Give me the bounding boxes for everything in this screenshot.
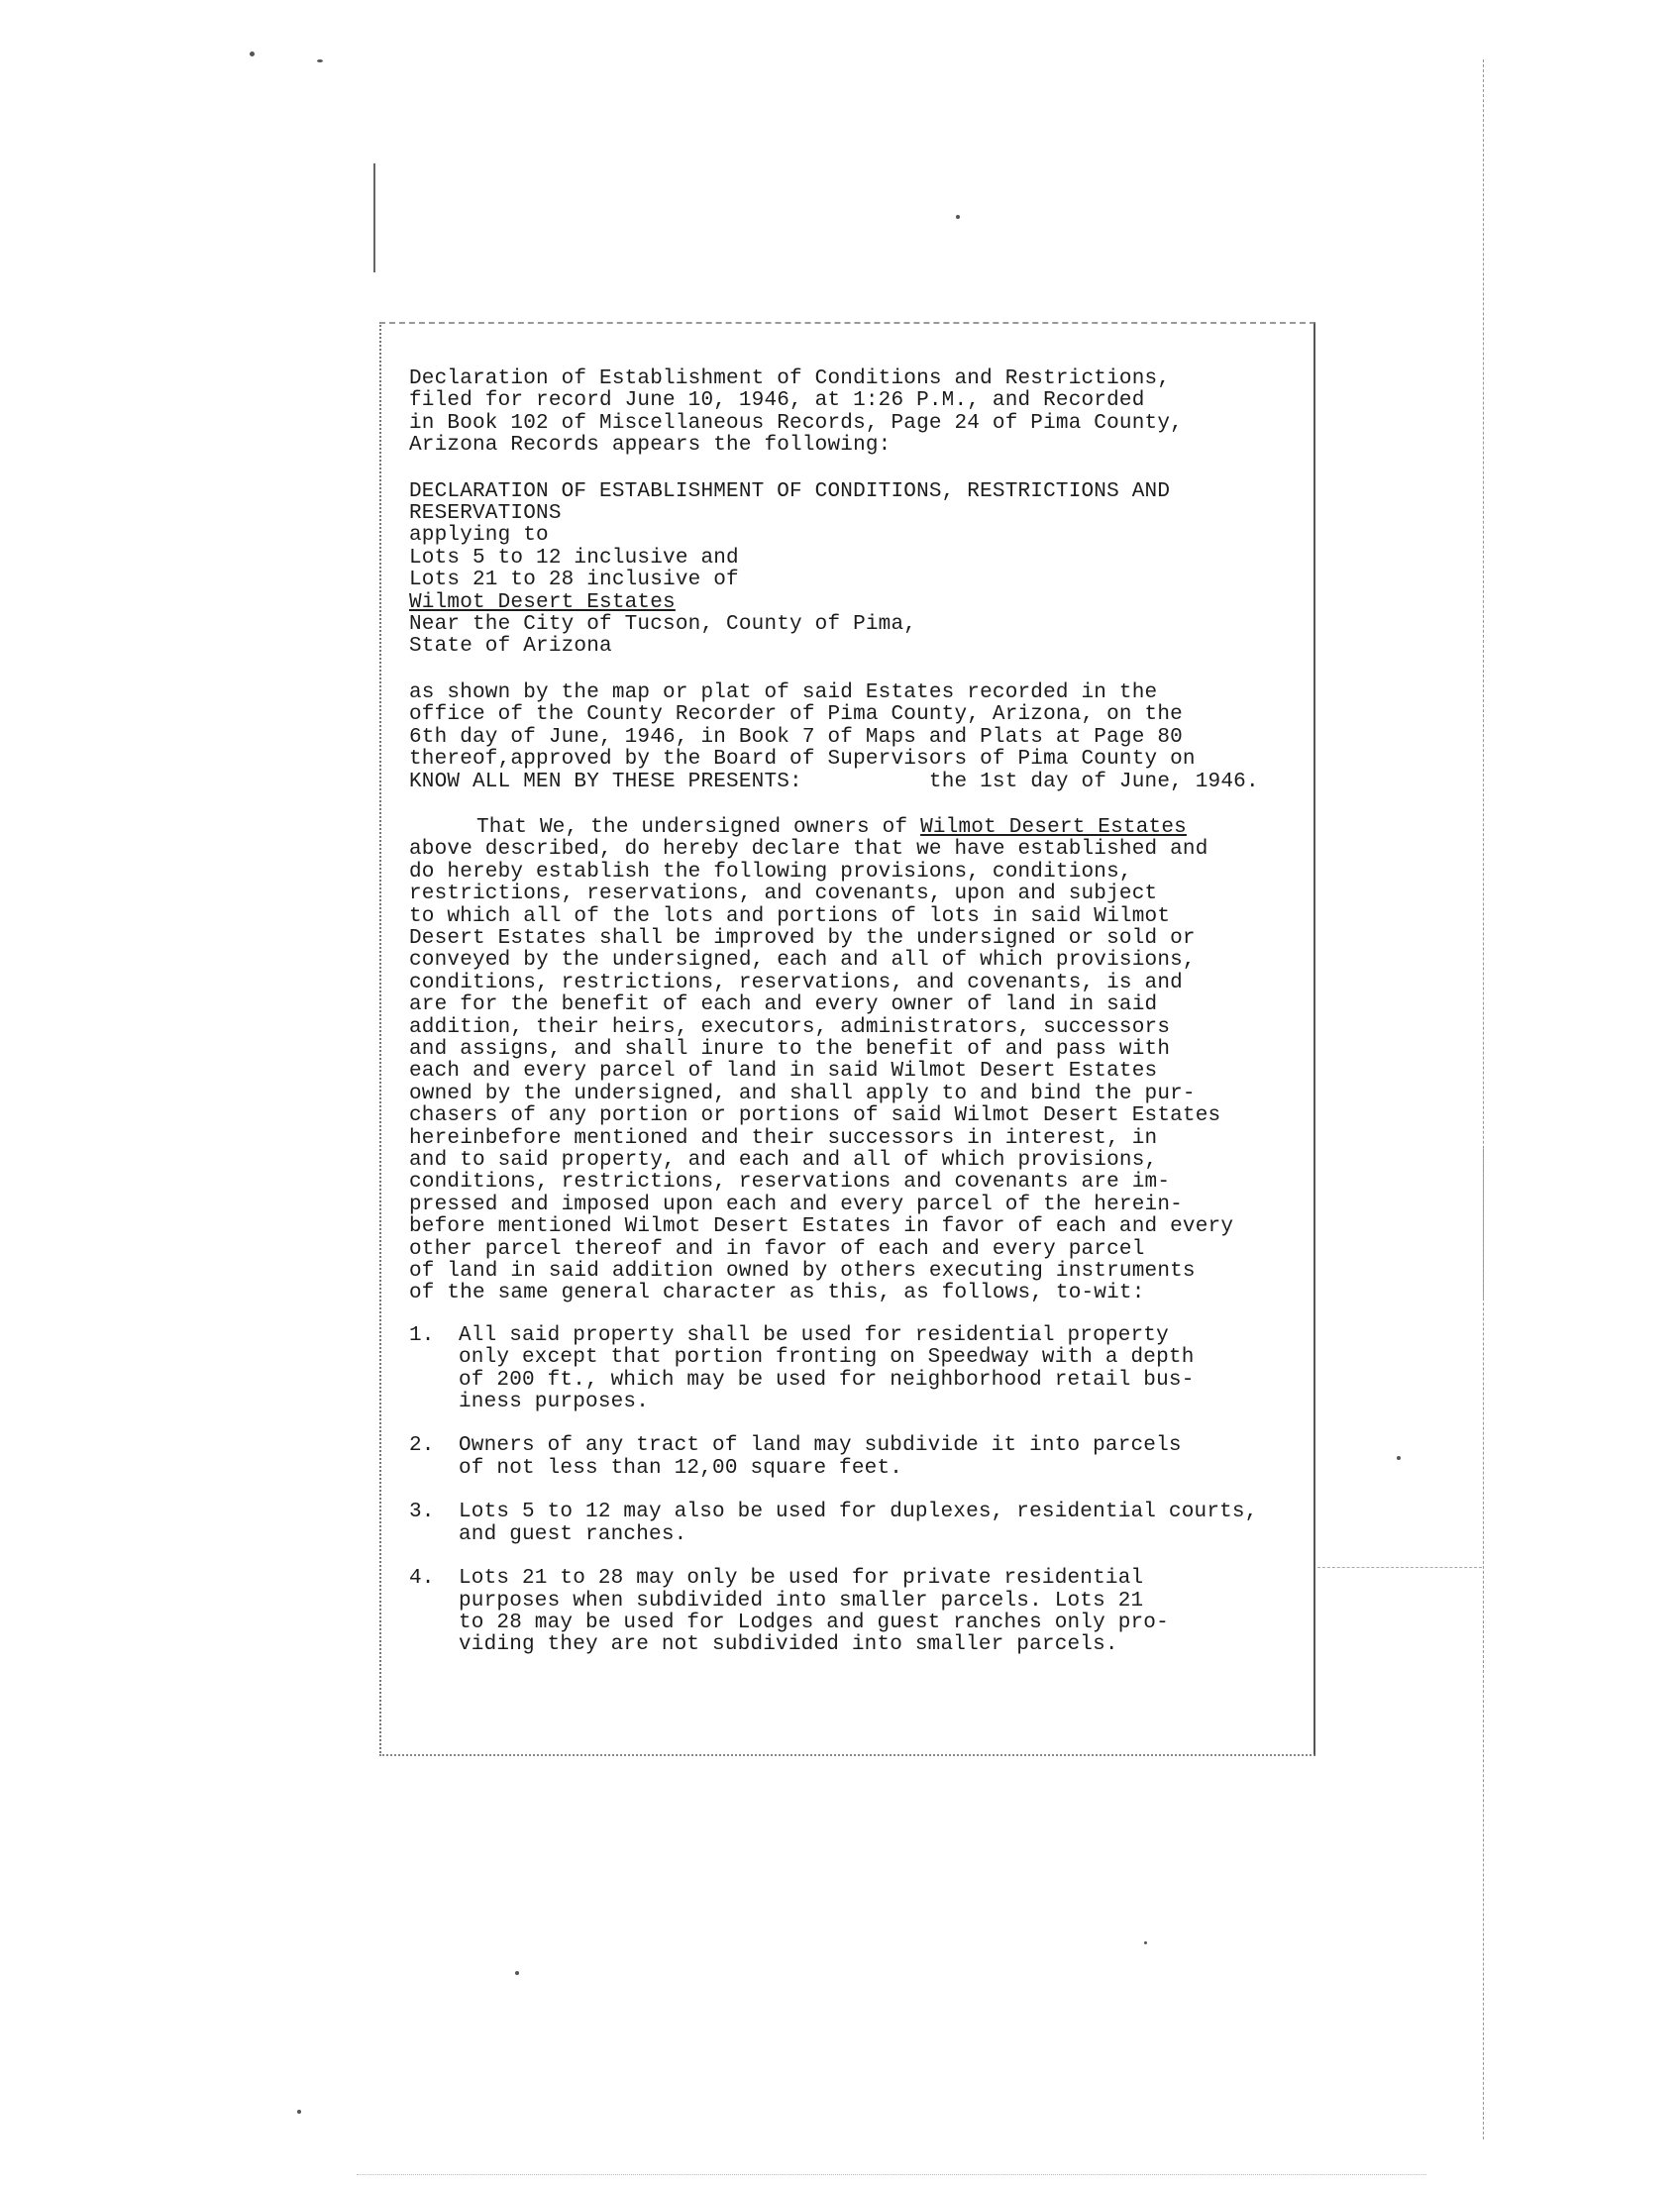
declaration-paragraph bbox=[409, 817, 1315, 1305]
heading-location: Near the City of Tucson, County of Pima, bbox=[409, 613, 917, 637]
body-line: hereinbefore mentioned and their successors in interest, in bbox=[409, 1126, 1158, 1150]
speck bbox=[1397, 1456, 1401, 1460]
item-line: of not less than 12,00 square feet. bbox=[459, 1456, 903, 1480]
body-line: of land in said addition owned by others executing instruments bbox=[409, 1260, 1196, 1284]
body-line: and assigns, and shall inure to the benefit of and pass with bbox=[409, 1037, 1171, 1061]
scan-mark bbox=[373, 163, 375, 272]
scan-edge-line bbox=[357, 2174, 1426, 2175]
item-line: Owners of any tract of land may subdivide it into parcels bbox=[459, 1434, 1182, 1458]
body-line: above described, do hereby declare that we have established and bbox=[409, 838, 1208, 862]
restriction-item-3 bbox=[409, 1502, 1315, 1546]
body-line: other parcel thereof and in favor of each and every parcel bbox=[409, 1237, 1145, 1261]
scan-edge-line bbox=[1317, 1567, 1482, 1568]
heading-state: State of Arizona bbox=[409, 635, 612, 659]
heading-title-continued: RESERVATIONS bbox=[409, 502, 562, 526]
estate-name-underlined: Wilmot Desert Estates bbox=[920, 815, 1187, 839]
body-line: That We, the undersigned owners of bbox=[476, 815, 921, 839]
heading-estate-name: Wilmot Desert Estates bbox=[409, 590, 676, 614]
item-number: 1. bbox=[409, 1323, 435, 1347]
body-line: and to said property, and each and all of which provisions, bbox=[409, 1149, 1158, 1172]
item-text bbox=[459, 1502, 1258, 1546]
heading-title: DECLARATION OF ESTABLISHMENT OF CONDITIONS, RESTRICTIONS AND bbox=[409, 479, 1171, 503]
speck bbox=[1144, 1941, 1147, 1944]
heading-lots-b: Lots 21 to 28 inclusive of bbox=[409, 569, 739, 592]
item-number: 4. bbox=[409, 1567, 435, 1591]
plat-line: 6th day of June, 1946, in Book 7 of Maps and Plats at Page 80 bbox=[409, 725, 1183, 749]
declaration-heading bbox=[409, 481, 1315, 659]
body-line: restrictions, reservations, and covenants, upon and subject bbox=[409, 883, 1158, 906]
plat-line: as shown by the map or plat of said Estates recorded in the bbox=[409, 680, 1158, 704]
item-line: All said property shall be used for residential property bbox=[459, 1323, 1169, 1347]
body-line: do hereby establish the following provisions, conditions, bbox=[409, 860, 1132, 884]
recording-note bbox=[409, 368, 1315, 458]
item-text bbox=[459, 1435, 1182, 1480]
intro-line: Declaration of Establishment of Conditions and Restrictions, bbox=[409, 367, 1171, 390]
item-line: of 200 ft., which may be used for neighborhood retail bus- bbox=[459, 1368, 1195, 1392]
know-all-line bbox=[409, 772, 1315, 793]
item-line: iness purposes. bbox=[459, 1391, 650, 1414]
item-text bbox=[459, 1325, 1195, 1414]
heading-lots-a: Lots 5 to 12 inclusive and bbox=[409, 546, 739, 570]
body-line: addition, their heirs, executors, administrators, successors bbox=[409, 1015, 1171, 1039]
document-body bbox=[409, 368, 1315, 1679]
speck bbox=[317, 59, 323, 62]
plat-line: the 1st day of June, 1946. bbox=[928, 770, 1259, 793]
body-line: conveyed by the undersigned, each and all of which provisions, bbox=[409, 949, 1196, 973]
plat-line: thereof,approved by the Board of Supervisors of Pima County on bbox=[409, 748, 1196, 772]
item-line: only except that portion fronting on Speedway with a depth bbox=[459, 1346, 1195, 1370]
body-line: conditions, restrictions, reservations and covenants are im- bbox=[409, 1171, 1171, 1195]
body-line: each and every parcel of land in said Wilmot Desert Estates bbox=[409, 1060, 1158, 1084]
plat-reference bbox=[409, 682, 1315, 793]
body-line: of the same general character as this, as follows, to-wit: bbox=[409, 1282, 1145, 1305]
body-first-line bbox=[476, 817, 1315, 839]
body-line: before mentioned Wilmot Desert Estates in favor of each and every bbox=[409, 1215, 1234, 1239]
item-number: 2. bbox=[409, 1434, 435, 1458]
scan-edge-line bbox=[1483, 59, 1484, 1298]
speck bbox=[297, 2110, 301, 2114]
item-line: Lots 21 to 28 may only be used for private residential bbox=[459, 1567, 1144, 1591]
scan-edge-line bbox=[1483, 1149, 1484, 2139]
restriction-item-4 bbox=[409, 1568, 1315, 1657]
plat-line: office of the County Recorder of Pima County, Arizona, on the bbox=[409, 703, 1183, 727]
intro-line: Arizona Records appears the following: bbox=[409, 434, 892, 458]
item-text bbox=[459, 1568, 1169, 1657]
item-number: 3. bbox=[409, 1501, 435, 1524]
intro-line: filed for record June 10, 1946, at 1:26 P.M., and Recorded bbox=[409, 389, 1145, 413]
heading-applying: applying to bbox=[409, 524, 549, 548]
body-line: conditions, restrictions, reservations, and covenants, is and bbox=[409, 971, 1183, 994]
body-line: Desert Estates shall be improved by the undersigned or sold or bbox=[409, 926, 1196, 950]
speck bbox=[250, 52, 255, 56]
restriction-item-1 bbox=[409, 1325, 1315, 1414]
item-line: and guest ranches. bbox=[459, 1522, 687, 1546]
item-line: to 28 may be used for Lodges and guest ranches only pro- bbox=[459, 1611, 1169, 1634]
item-line: purposes when subdivided into smaller parcels. Lots 21 bbox=[459, 1589, 1144, 1613]
body-line: chasers of any portion or portions of said Wilmot Desert Estates bbox=[409, 1104, 1221, 1128]
restriction-list bbox=[409, 1325, 1315, 1657]
body-line: pressed and imposed upon each and every parcel of the herein- bbox=[409, 1193, 1183, 1216]
body-line: to which all of the lots and portions of lots in said Wilmot bbox=[409, 904, 1171, 928]
speck bbox=[515, 1971, 519, 1975]
item-line: Lots 5 to 12 may also be used for duplexes, residential courts, bbox=[459, 1501, 1258, 1524]
body-line: owned by the undersigned, and shall apply to and bind the pur- bbox=[409, 1082, 1196, 1105]
know-all-men: KNOW ALL MEN BY THESE PRESENTS: bbox=[409, 770, 802, 793]
item-line: viding they are not subdivided into smaller parcels. bbox=[459, 1633, 1118, 1657]
restriction-item-2 bbox=[409, 1435, 1315, 1480]
intro-line: in Book 102 of Miscellaneous Records, Page 24 of Pima County, bbox=[409, 411, 1183, 435]
body-line: are for the benefit of each and every owner of land in said bbox=[409, 993, 1158, 1017]
speck bbox=[956, 215, 960, 219]
